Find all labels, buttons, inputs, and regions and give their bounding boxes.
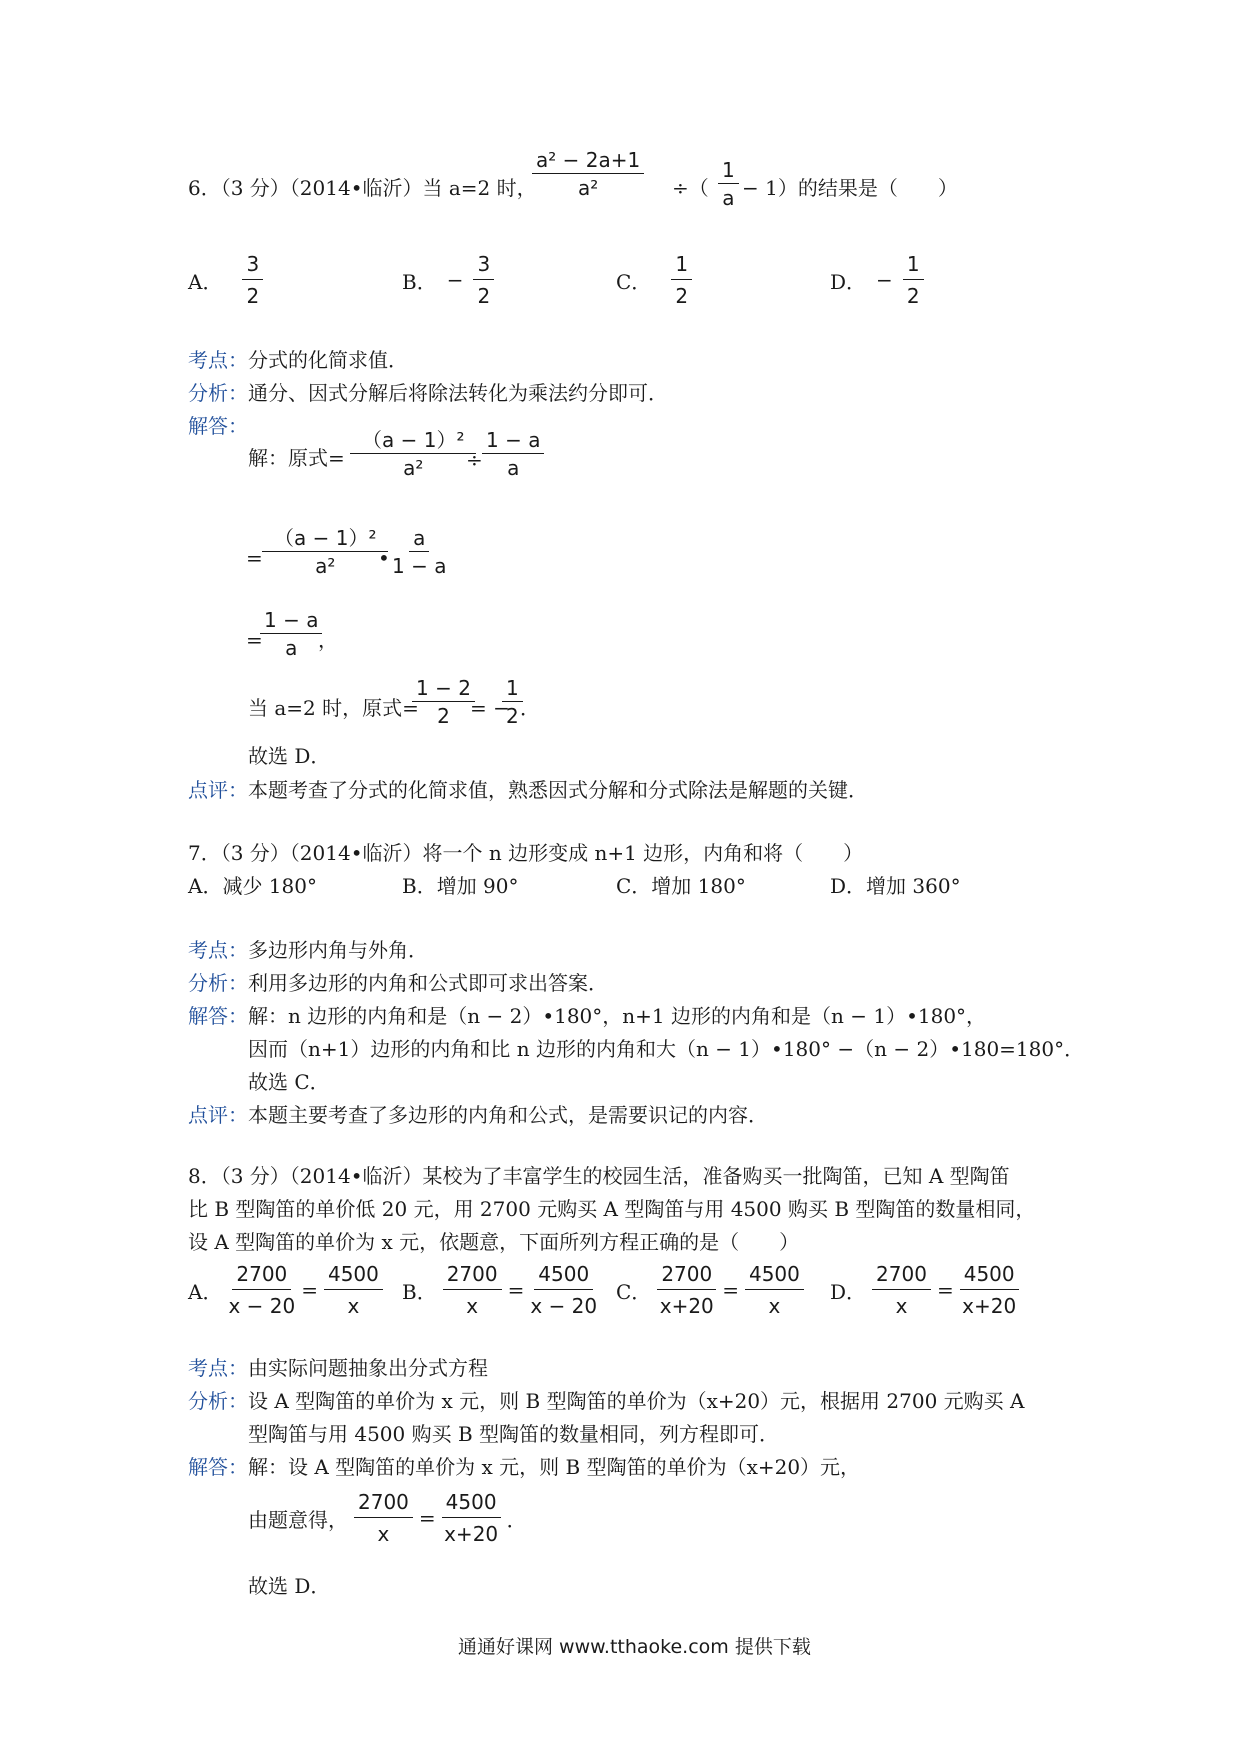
- fenxi-line-1: 设 A 型陶笛的单价为 x 元，则 B 型陶笛的单价为（x+20）元，根据用 2700 元购买 A: [248, 1389, 1025, 1413]
- numerator: 4500: [534, 1262, 593, 1290]
- option-numerator: 3: [473, 252, 494, 280]
- q8-option-d: [830, 1262, 1019, 1318]
- q8-option-b: [402, 1262, 597, 1318]
- jieda-equation-prefix: 由题意得，: [248, 1507, 348, 1532]
- q6-step3-frac: [260, 610, 322, 658]
- q7-stem: 7．（3 分）（2014•临沂）将一个 n 边形变成 n+1 边形，内角和将（ ）: [188, 841, 864, 865]
- numerator: 1 − 2: [412, 678, 475, 702]
- q6-stem: [188, 178, 537, 198]
- q8-stem-line-3: 设 A 型陶笛的单价为 x 元，依题意，下面所列方程正确的是（ ）: [188, 1230, 800, 1254]
- q6-step2-dot: •: [378, 546, 390, 570]
- kaodian-text: 多边形内角与外角．: [248, 938, 428, 962]
- numerator: 4500: [745, 1262, 804, 1290]
- q8-option-a: [188, 1262, 383, 1318]
- option-label: D．: [830, 269, 867, 294]
- q6-step4-mid: = −: [470, 696, 510, 720]
- q6-frac2-denominator: a: [722, 186, 735, 210]
- q6-suffix: − 1）的结果是（ ）: [742, 176, 958, 200]
- denominator: a²: [403, 456, 424, 480]
- option-label: D．: [830, 1279, 867, 1304]
- denominator: x: [377, 1522, 390, 1546]
- denominator: x+20: [444, 1522, 499, 1546]
- q6-kaodian: [188, 350, 408, 370]
- q6-step4-frac: [412, 678, 475, 726]
- numerator: 2700: [872, 1262, 931, 1290]
- dianping-text: 本题主要考查了多边形的内角和公式，是需要识记的内容．: [248, 1103, 768, 1127]
- equals-sign: =: [722, 1278, 739, 1302]
- q6-div: ÷（: [672, 176, 709, 200]
- q8-jieda: [188, 1457, 860, 1477]
- option-sign: −: [446, 268, 464, 292]
- denominator: x − 20: [228, 1294, 296, 1318]
- q6-step1-div: ÷: [466, 448, 483, 472]
- kaodian-text: 分式的化简求值．: [248, 348, 408, 372]
- q7-option-a: A．减少 180°: [188, 874, 317, 898]
- q6-option-b: [402, 252, 494, 308]
- option-denominator: 2: [477, 284, 491, 308]
- q7-option-b: B．增加 90°: [402, 874, 519, 898]
- jieda-equation-suffix: ．: [506, 1507, 527, 1532]
- q8-jieda-equation: [248, 1490, 527, 1546]
- q6-dianping: [188, 780, 868, 800]
- denominator: a: [507, 456, 520, 480]
- denominator: 2: [437, 704, 450, 728]
- fenxi-label: 分析：: [188, 381, 248, 405]
- denominator: x: [895, 1294, 908, 1318]
- equals-sign: =: [936, 1278, 954, 1302]
- q6-jieda-label: 解答：: [188, 414, 248, 438]
- option-numerator: 3: [242, 252, 263, 280]
- q6-step1-prefix: 解：原式=: [248, 446, 345, 470]
- numerator: 1 − a: [482, 430, 544, 454]
- q6-step3-suffix: ，: [318, 628, 338, 652]
- option-denominator: 2: [246, 284, 260, 308]
- q8-kaodian: [188, 1358, 488, 1378]
- numerator: （a − 1）²: [350, 430, 476, 454]
- q6-step4-prefix: 当 a=2 时，原式=: [248, 696, 419, 720]
- q7-jieda: [188, 1006, 986, 1026]
- q6-fenxi: [188, 383, 668, 403]
- q6-prefix: 6．（3 分）（2014•临沂）当 a=2 时，: [188, 176, 537, 200]
- equals-sign: =: [507, 1278, 525, 1302]
- numerator: 2700: [657, 1262, 716, 1290]
- numerator: 4500: [442, 1490, 501, 1518]
- jieda-line-1: 解：设 A 型陶笛的单价为 x 元，则 B 型陶笛的单价为（x+20）元，: [248, 1455, 861, 1479]
- denominator: a²: [315, 554, 336, 578]
- q8-stem-line-1: 8．（3 分）（2014•临沂）某校为了丰富学生的校园生活，准备购买一批陶笛，已知 A 型陶笛: [188, 1164, 1010, 1188]
- denominator: x: [466, 1294, 479, 1318]
- fenxi-text: 利用多边形的内角和公式即可求出答案．: [248, 971, 608, 995]
- numerator: 4500: [324, 1262, 383, 1290]
- q8-choose: 故选 D．: [248, 1574, 331, 1598]
- q6-option-d: [830, 252, 924, 308]
- q6-fraction-1: [532, 150, 644, 198]
- q8-fenxi-line-2: 型陶笛与用 4500 购买 B 型陶笛的数量相同，列方程即可．: [248, 1422, 780, 1446]
- q7-choose: 故选 C．: [248, 1070, 330, 1094]
- numerator: 2700: [443, 1262, 502, 1290]
- numerator: 1 − a: [260, 610, 322, 634]
- q6-frac2-numerator: 1: [718, 160, 739, 184]
- footer-source: 通通好课网 www.tthaoke.com 提供下载: [458, 1636, 811, 1658]
- option-numerator: 1: [671, 252, 692, 280]
- q7-kaodian: [188, 940, 428, 960]
- kaodian-label: 考点：: [188, 348, 248, 372]
- numerator: 2700: [232, 1262, 291, 1290]
- q6-step2-prefix: =: [246, 546, 263, 570]
- dianping-label: 点评：: [188, 778, 248, 802]
- jieda-label: 解答：: [188, 1004, 248, 1028]
- q6-step1-frac: [350, 430, 476, 478]
- denominator: x: [347, 1294, 360, 1318]
- kaodian-text: 由实际问题抽象出分式方程: [248, 1356, 488, 1380]
- numerator: 2700: [354, 1490, 413, 1518]
- denominator: x − 20: [530, 1294, 598, 1318]
- equals-sign: =: [301, 1278, 318, 1302]
- fenxi-label: 分析：: [188, 1389, 248, 1413]
- option-numerator: 1: [903, 252, 924, 280]
- option-label: B．: [402, 1279, 437, 1304]
- denominator: x+20: [962, 1294, 1017, 1318]
- q6-option-a: [188, 252, 263, 308]
- numerator: 4500: [960, 1262, 1019, 1290]
- denominator: x: [768, 1294, 781, 1318]
- kaodian-label: 考点：: [188, 1356, 248, 1380]
- option-label: C．: [616, 269, 652, 294]
- q6-step1-frac2: [482, 430, 544, 478]
- q8-option-c: [616, 1262, 804, 1318]
- q6-step4-suffix: ．: [520, 696, 540, 720]
- q6-fraction-2: [718, 160, 739, 208]
- fenxi-text: 通分、因式分解后将除法转化为乘法约分即可．: [248, 381, 668, 405]
- option-denominator: 2: [675, 284, 689, 308]
- numerator: （a − 1）²: [262, 528, 388, 552]
- q6-frac1-numerator: a² − 2a+1: [532, 150, 644, 174]
- q8-stem-line-2: 比 B 型陶笛的单价低 20 元，用 2700 元购买 A 型陶笛与用 4500 购买 B 型陶笛的数量相同，: [188, 1197, 1036, 1221]
- q7-dianping: [188, 1105, 768, 1125]
- dianping-label: 点评：: [188, 1103, 248, 1127]
- denominator: a: [285, 636, 298, 660]
- option-label: A．: [188, 1279, 223, 1304]
- q6-step2-frac: [262, 528, 388, 576]
- option-sign: −: [876, 268, 893, 292]
- option-label: B．: [402, 269, 437, 294]
- denominator: x+20: [659, 1294, 714, 1318]
- q7-fenxi: [188, 973, 608, 993]
- fenxi-label: 分析：: [188, 971, 248, 995]
- equals-sign: =: [418, 1506, 436, 1530]
- q6-frac1-denominator: a²: [577, 176, 599, 200]
- jieda-line-1: 解：n 边形的内角和是（n − 2）•180°，n+1 边形的内角和是（n − 1）•180°，: [248, 1004, 987, 1028]
- denominator: 1 − a: [392, 554, 447, 578]
- dianping-text: 本题考查了分式的化简求值，熟悉因式分解和分式除法是解题的关键．: [248, 778, 868, 802]
- jieda-label: 解答：: [188, 1455, 248, 1479]
- q6-option-c: [616, 252, 692, 308]
- numerator: a: [409, 528, 429, 552]
- q7-option-c: C．增加 180°: [616, 874, 746, 898]
- q6-choose: 故选 D．: [248, 744, 331, 768]
- option-label: C．: [616, 1279, 652, 1304]
- q6-step2-frac2: [392, 528, 446, 576]
- q7-jieda-line-2: 因而（n+1）边形的内角和比 n 边形的内角和大（n − 1）•180° −（n − 2）•180=180°．: [248, 1037, 1085, 1061]
- denominator: 2: [506, 704, 519, 728]
- kaodian-label: 考点：: [188, 938, 248, 962]
- q8-fenxi: [188, 1391, 1024, 1411]
- q6-step3-prefix: =: [246, 628, 263, 652]
- numerator: 1: [502, 678, 523, 702]
- q7-option-d: D．增加 360°: [830, 874, 961, 898]
- option-label: A．: [188, 269, 223, 294]
- option-denominator: 2: [906, 284, 920, 308]
